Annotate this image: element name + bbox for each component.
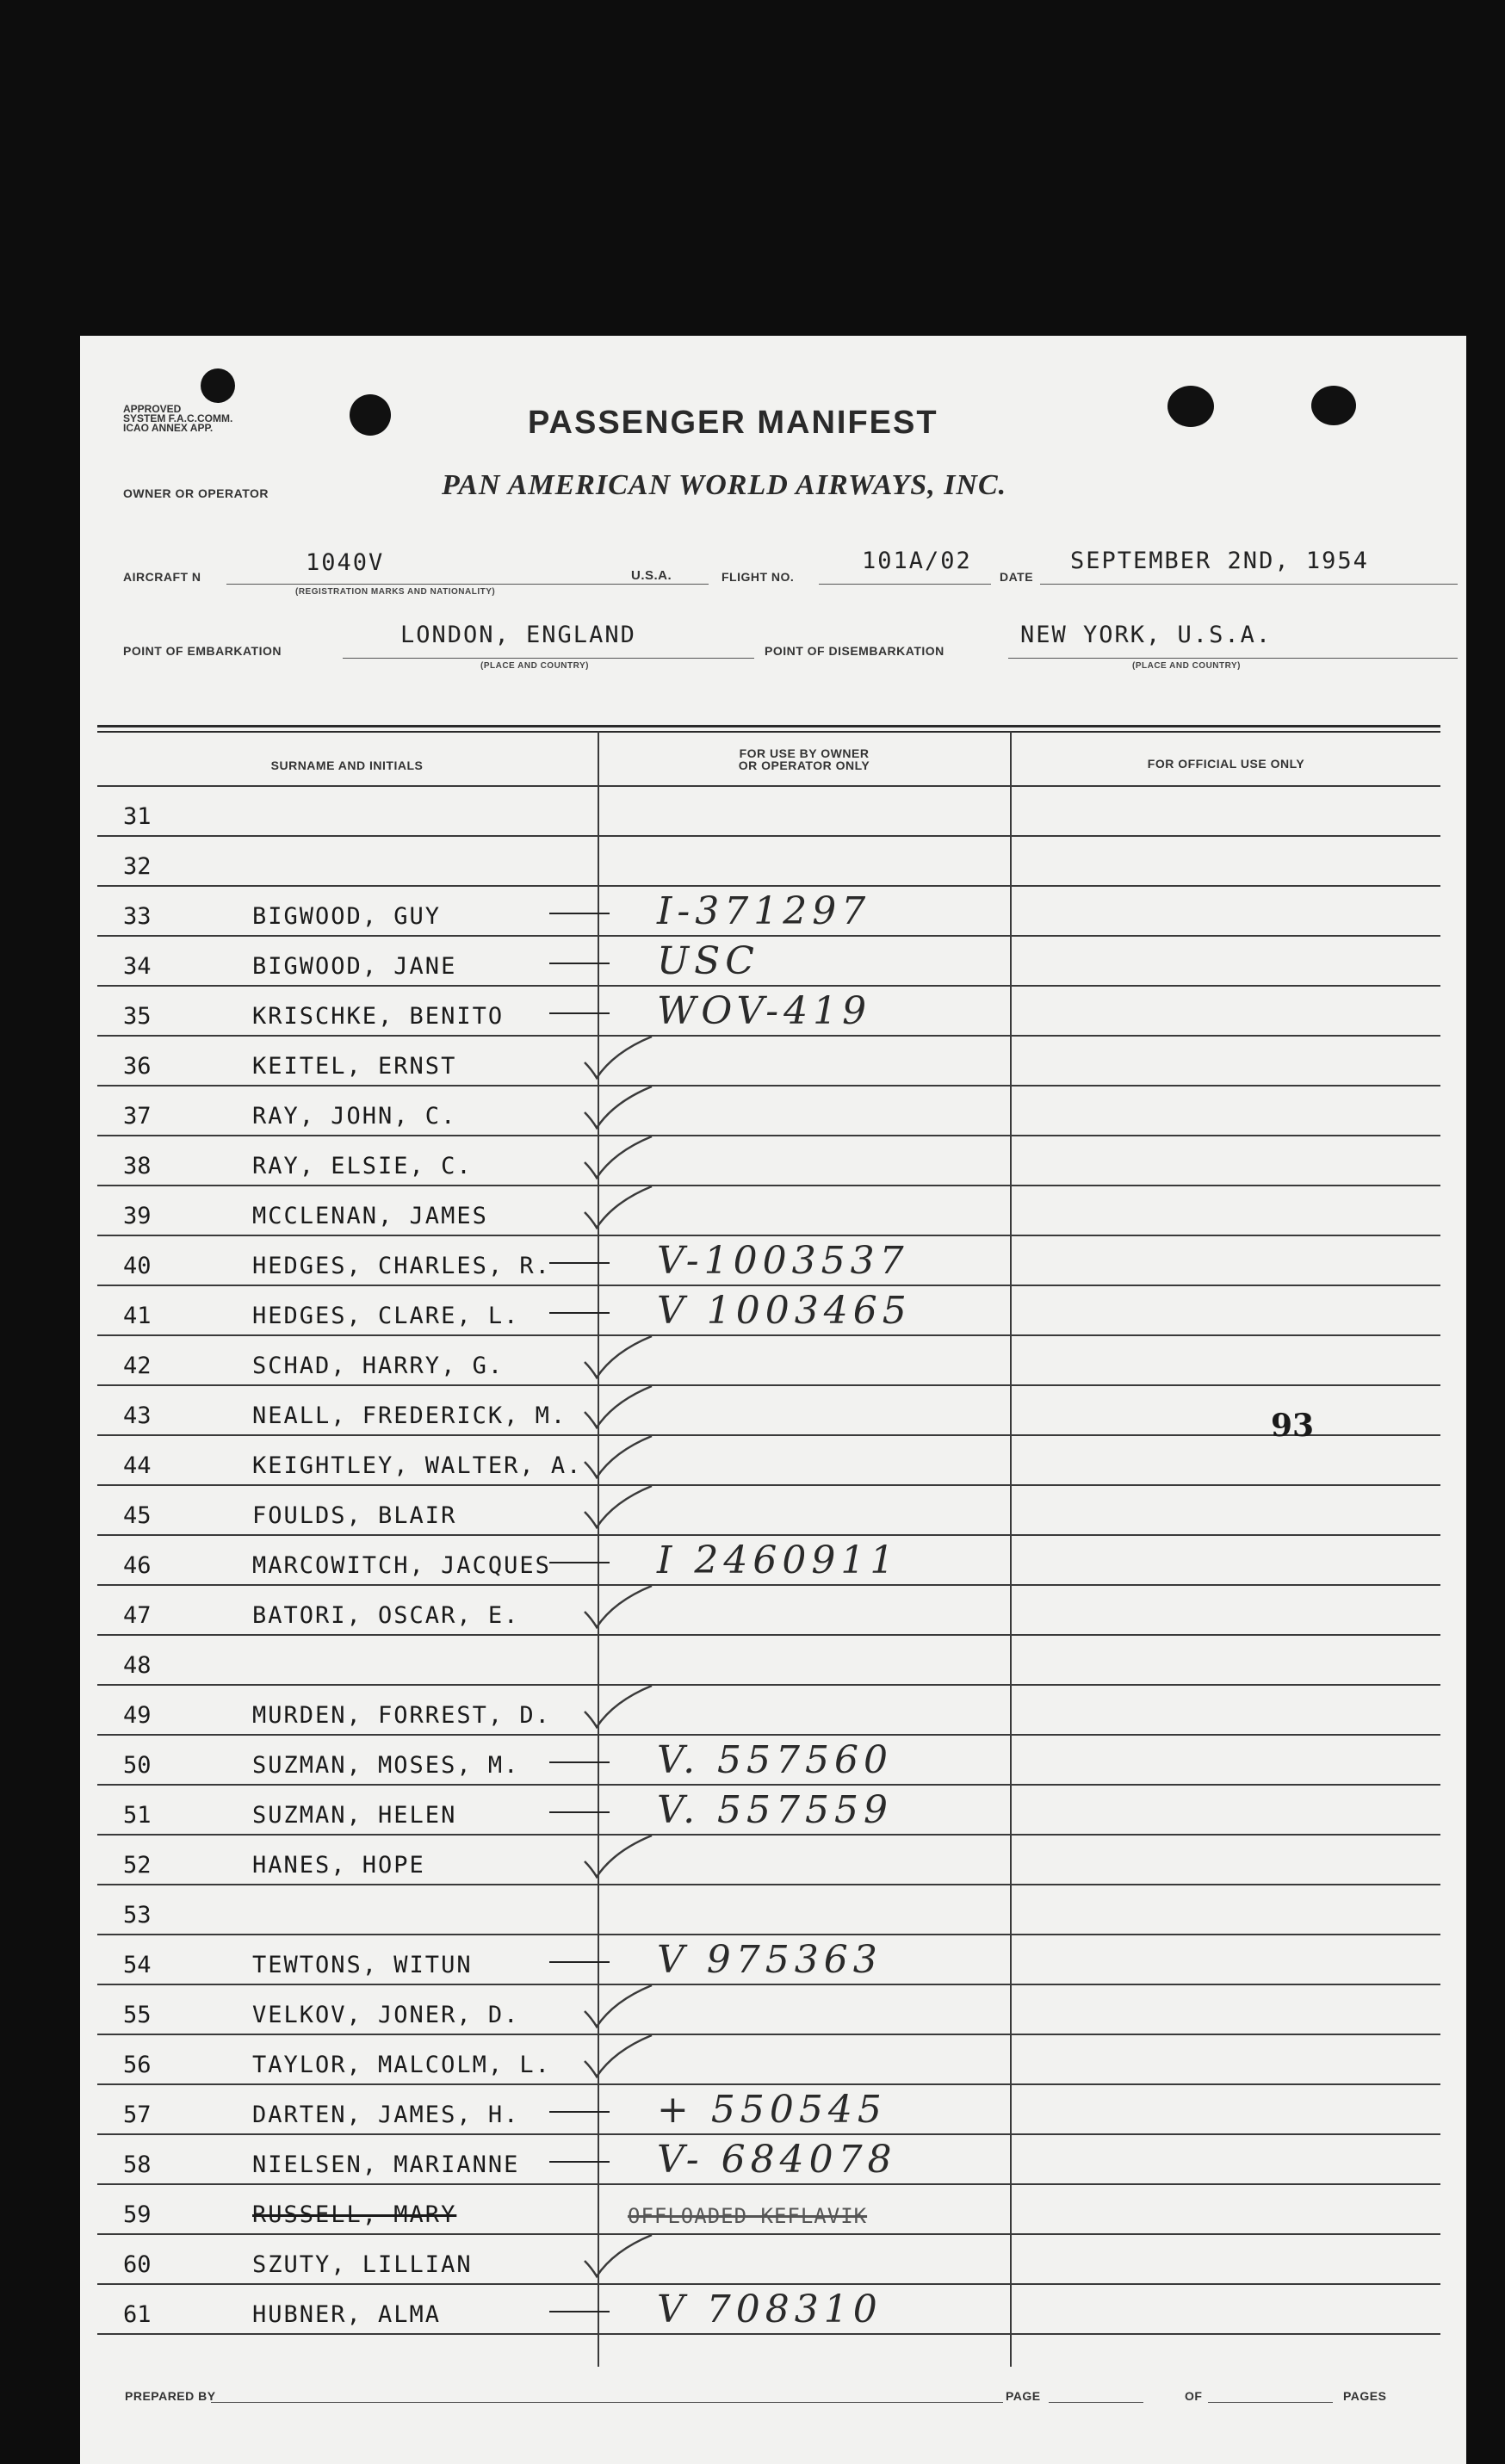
- dash-mark: [549, 1811, 610, 1813]
- table-row: [97, 937, 1440, 987]
- row-number: 36: [123, 1053, 152, 1080]
- row-number: 52: [123, 1852, 152, 1879]
- table-row: [97, 1586, 1440, 1636]
- prepared-by-label: PREPARED BY: [125, 2389, 216, 2403]
- table-row: [97, 787, 1440, 837]
- table-row: [97, 1985, 1440, 2035]
- row-number: 49: [123, 1702, 152, 1729]
- table-row: [97, 1386, 1440, 1436]
- passenger-name: BIGWOOD, JANE: [252, 953, 457, 980]
- table-row: [97, 2185, 1440, 2235]
- row-number: 37: [123, 1103, 152, 1130]
- row-number: 42: [123, 1353, 152, 1379]
- underline: [211, 2402, 1003, 2403]
- embarkation-value: LONDON, ENGLAND: [400, 622, 636, 648]
- passenger-name: SZUTY, LILLIAN: [252, 2251, 473, 2278]
- dash-mark: [549, 1012, 610, 1014]
- row-number: 59: [123, 2201, 152, 2228]
- table-row: [97, 1736, 1440, 1786]
- row-number: 45: [123, 1502, 152, 1529]
- passenger-name: BIGWOOD, GUY: [252, 903, 442, 930]
- passenger-name: TEWTONS, WITUN: [252, 1952, 473, 1978]
- table-row: [97, 1536, 1440, 1586]
- dash-mark: [549, 1961, 610, 1963]
- underline: [1040, 584, 1458, 585]
- row-number: 51: [123, 1802, 152, 1829]
- table-row: [97, 2085, 1440, 2135]
- row-number: 60: [123, 2251, 152, 2278]
- row-number: 58: [123, 2151, 152, 2178]
- table-row: [97, 1686, 1440, 1736]
- check-stroke: [585, 1186, 652, 1228]
- passenger-name: NIELSEN, MARIANNE: [252, 2151, 520, 2178]
- passenger-name: MURDEN, FORREST, D.: [252, 1702, 551, 1729]
- passenger-name: TAYLOR, MALCOLM, L.: [252, 2052, 551, 2078]
- table-row: [97, 1486, 1440, 1536]
- handwritten-id: + 550545: [657, 2088, 887, 2132]
- table-row: [97, 1236, 1440, 1286]
- passenger-name: MCCLENAN, JAMES: [252, 1203, 488, 1229]
- check-mark-icon: [579, 1980, 657, 2032]
- check-stroke: [585, 1985, 652, 2027]
- passenger-name: DARTEN, JAMES, H.: [252, 2102, 520, 2128]
- check-mark-icon: [579, 1431, 657, 1483]
- row-number: 41: [123, 1303, 152, 1329]
- check-mark-icon: [579, 1031, 657, 1083]
- table-top-rule: [97, 731, 1440, 733]
- handwritten-id: V. 557559: [657, 1788, 894, 1832]
- table-row: [97, 1136, 1440, 1186]
- pages-label: PAGES: [1343, 2389, 1387, 2403]
- dash-mark: [549, 963, 610, 964]
- table-row: [97, 1087, 1440, 1136]
- check-mark-icon: [579, 1581, 657, 1632]
- underline: [1208, 2402, 1333, 2403]
- check-stroke: [585, 1336, 652, 1377]
- passenger-name: KRISCHKE, BENITO: [252, 1003, 505, 1030]
- passenger-name: SUZMAN, HELEN: [252, 1802, 457, 1829]
- underline: [1049, 2402, 1143, 2403]
- row-number: 33: [123, 903, 152, 930]
- offload-annotation: OFFLOADED KEFLAVIK: [628, 2204, 868, 2228]
- handwritten-id: V- 684078: [657, 2138, 897, 2182]
- passenger-name: RAY, JOHN, C.: [252, 1103, 457, 1130]
- disembarkation-sublabel: (PLACE AND COUNTRY): [1132, 661, 1241, 671]
- table-row: [97, 1836, 1440, 1885]
- check-mark-icon: [579, 1481, 657, 1532]
- approval-line: APPROVED: [123, 403, 182, 415]
- table-row: [97, 987, 1440, 1037]
- row-number: 32: [123, 853, 152, 880]
- page-label: PAGE: [1006, 2389, 1041, 2403]
- check-stroke: [585, 1836, 652, 1877]
- of-label: OF: [1185, 2389, 1203, 2403]
- punch-hole: [350, 394, 391, 436]
- table-row: [97, 1935, 1440, 1985]
- underline: [226, 584, 709, 585]
- row-number: 34: [123, 953, 152, 980]
- row-number: 39: [123, 1203, 152, 1229]
- embarkation-label: POINT OF EMBARKATION: [123, 644, 282, 658]
- check-stroke: [585, 1386, 652, 1427]
- manifest-sheet: [80, 336, 1466, 2464]
- table-row: [97, 2135, 1440, 2185]
- table-row: [97, 837, 1440, 887]
- passenger-name: KEIGHTLEY, WALTER, A.: [252, 1452, 583, 1479]
- dash-mark: [549, 2161, 610, 2163]
- table-row: [97, 1286, 1440, 1336]
- check-mark-icon: [579, 2030, 657, 2082]
- table-row: [97, 1786, 1440, 1836]
- check-stroke: [585, 1037, 652, 1078]
- passenger-name: HANES, HOPE: [252, 1852, 425, 1879]
- disembarkation-value: NEW YORK, U.S.A.: [1020, 622, 1273, 648]
- handwritten-id: V 975363: [657, 1938, 883, 1982]
- date-value: SEPTEMBER 2ND, 1954: [1070, 548, 1369, 574]
- owner-use-line: OR OPERATOR ONLY: [738, 758, 870, 772]
- underline: [343, 658, 754, 659]
- row-number: 47: [123, 1602, 152, 1629]
- row-number: 56: [123, 2052, 152, 2078]
- row-number: 53: [123, 1902, 152, 1928]
- punch-hole: [1167, 386, 1214, 427]
- handwritten-id: V 1003465: [657, 1289, 912, 1333]
- row-number: 61: [123, 2301, 152, 2328]
- column-header-surname: SURNAME AND INITIALS: [270, 758, 424, 772]
- table-row: [97, 1336, 1440, 1386]
- row-number: 55: [123, 2002, 152, 2028]
- dash-mark: [549, 2111, 610, 2113]
- check-stroke: [585, 1436, 652, 1477]
- passenger-name: FOULDS, BLAIR: [252, 1502, 457, 1529]
- row-number: 38: [123, 1153, 152, 1179]
- dash-mark: [549, 1562, 610, 1563]
- owner-label: OWNER OR OPERATOR: [123, 486, 269, 500]
- row-number: 44: [123, 1452, 152, 1479]
- passenger-name: BATORI, OSCAR, E.: [252, 1602, 520, 1629]
- passenger-name: KEITEL, ERNST: [252, 1053, 457, 1080]
- page-title: PASSENGER MANIFEST: [528, 405, 938, 441]
- passenger-name: RAY, ELSIE, C.: [252, 1153, 473, 1179]
- date-label: DATE: [1000, 570, 1034, 584]
- row-number: 35: [123, 1003, 152, 1030]
- row-number: 50: [123, 1752, 152, 1779]
- table-row: [97, 2035, 1440, 2085]
- check-mark-icon: [579, 1381, 657, 1433]
- check-mark-icon: [579, 1081, 657, 1133]
- passenger-name: NEALL, FREDERICK, M.: [252, 1402, 567, 1429]
- approval-note: [123, 405, 232, 433]
- aircraft-value: 1040V: [306, 549, 385, 576]
- punch-hole: [201, 368, 235, 403]
- disembarkation-label: POINT OF DISEMBARKATION: [765, 644, 944, 658]
- table-row: [97, 887, 1440, 937]
- check-mark-icon: [579, 1181, 657, 1233]
- aircraft-nationality: U.S.A.: [631, 568, 672, 583]
- dash-mark: [549, 1262, 610, 1264]
- row-number: 54: [123, 1952, 152, 1978]
- aircraft-sublabel: (REGISTRATION MARKS AND NATIONALITY): [295, 587, 496, 597]
- passenger-name: HEDGES, CHARLES, R.: [252, 1253, 551, 1279]
- check-stroke: [585, 1087, 652, 1128]
- punch-hole: [1311, 386, 1356, 425]
- passenger-name: RUSSELL, MARY: [252, 2201, 457, 2228]
- handwritten-id: V 708310: [657, 2288, 883, 2331]
- check-stroke: [585, 1686, 652, 1727]
- check-mark-icon: [579, 1681, 657, 1732]
- passenger-name: VELKOV, JONER, D.: [252, 2002, 520, 2028]
- table-row: [97, 1037, 1440, 1087]
- row-number: 48: [123, 1652, 152, 1679]
- table-row: [97, 1436, 1440, 1486]
- row-number: 40: [123, 1253, 152, 1279]
- row-number: 46: [123, 1552, 152, 1579]
- row-number: 57: [123, 2102, 152, 2128]
- handwritten-id: I 2460911: [657, 1538, 900, 1582]
- flight-value: 101A/02: [862, 548, 972, 574]
- passenger-name: SUZMAN, MOSES, M.: [252, 1752, 520, 1779]
- column-header-official: FOR OFFICIAL USE ONLY: [1147, 757, 1305, 771]
- check-mark-icon: [579, 1131, 657, 1183]
- flight-label: FLIGHT NO.: [722, 570, 795, 584]
- approval-line: SYSTEM F.A.C.COMM.: [123, 412, 233, 424]
- underline: [819, 584, 991, 585]
- check-stroke: [585, 1486, 652, 1527]
- dash-mark: [549, 913, 610, 914]
- table-row: [97, 2235, 1440, 2285]
- handwritten-id: V. 557560: [657, 1738, 894, 1782]
- official-mark: 93: [1271, 1408, 1315, 1444]
- column-header-owner-use: [599, 747, 1009, 771]
- row-number: 31: [123, 803, 152, 830]
- aircraft-label: AIRCRAFT N: [123, 570, 201, 584]
- dash-mark: [549, 1312, 610, 1314]
- handwritten-id: USC: [657, 939, 759, 983]
- underline: [1008, 658, 1458, 659]
- check-mark-icon: [579, 2230, 657, 2281]
- table-row: [97, 1636, 1440, 1686]
- table-top-rule: [97, 725, 1440, 727]
- check-stroke: [585, 1586, 652, 1627]
- check-stroke: [585, 1136, 652, 1178]
- passenger-name: MARCOWITCH, JACQUES: [252, 1552, 551, 1579]
- row-rule: [97, 2333, 1440, 2335]
- row-number: 43: [123, 1402, 152, 1429]
- check-mark-icon: [579, 1331, 657, 1383]
- table-row: [97, 1885, 1440, 1935]
- approval-line: ICAO ANNEX APP.: [123, 422, 214, 434]
- handwritten-id: V-1003537: [657, 1239, 909, 1283]
- dash-mark: [549, 2311, 610, 2312]
- passenger-name: SCHAD, HARRY, G.: [252, 1353, 505, 1379]
- dash-mark: [549, 1761, 610, 1763]
- handwritten-id: I-371297: [657, 889, 871, 933]
- passenger-name: HEDGES, CLARE, L.: [252, 1303, 520, 1329]
- table-row: [97, 1186, 1440, 1236]
- check-stroke: [585, 2035, 652, 2077]
- owner-use-line: FOR USE BY OWNER: [739, 746, 870, 760]
- passenger-name: HUBNER, ALMA: [252, 2301, 442, 2328]
- company-name: PAN AMERICAN WORLD AIRWAYS, INC.: [442, 469, 1007, 501]
- table-row: [97, 2285, 1440, 2335]
- check-stroke: [585, 2235, 652, 2276]
- handwritten-id: WOV-419: [657, 989, 872, 1033]
- embarkation-sublabel: (PLACE AND COUNTRY): [480, 661, 589, 671]
- check-mark-icon: [579, 1830, 657, 1882]
